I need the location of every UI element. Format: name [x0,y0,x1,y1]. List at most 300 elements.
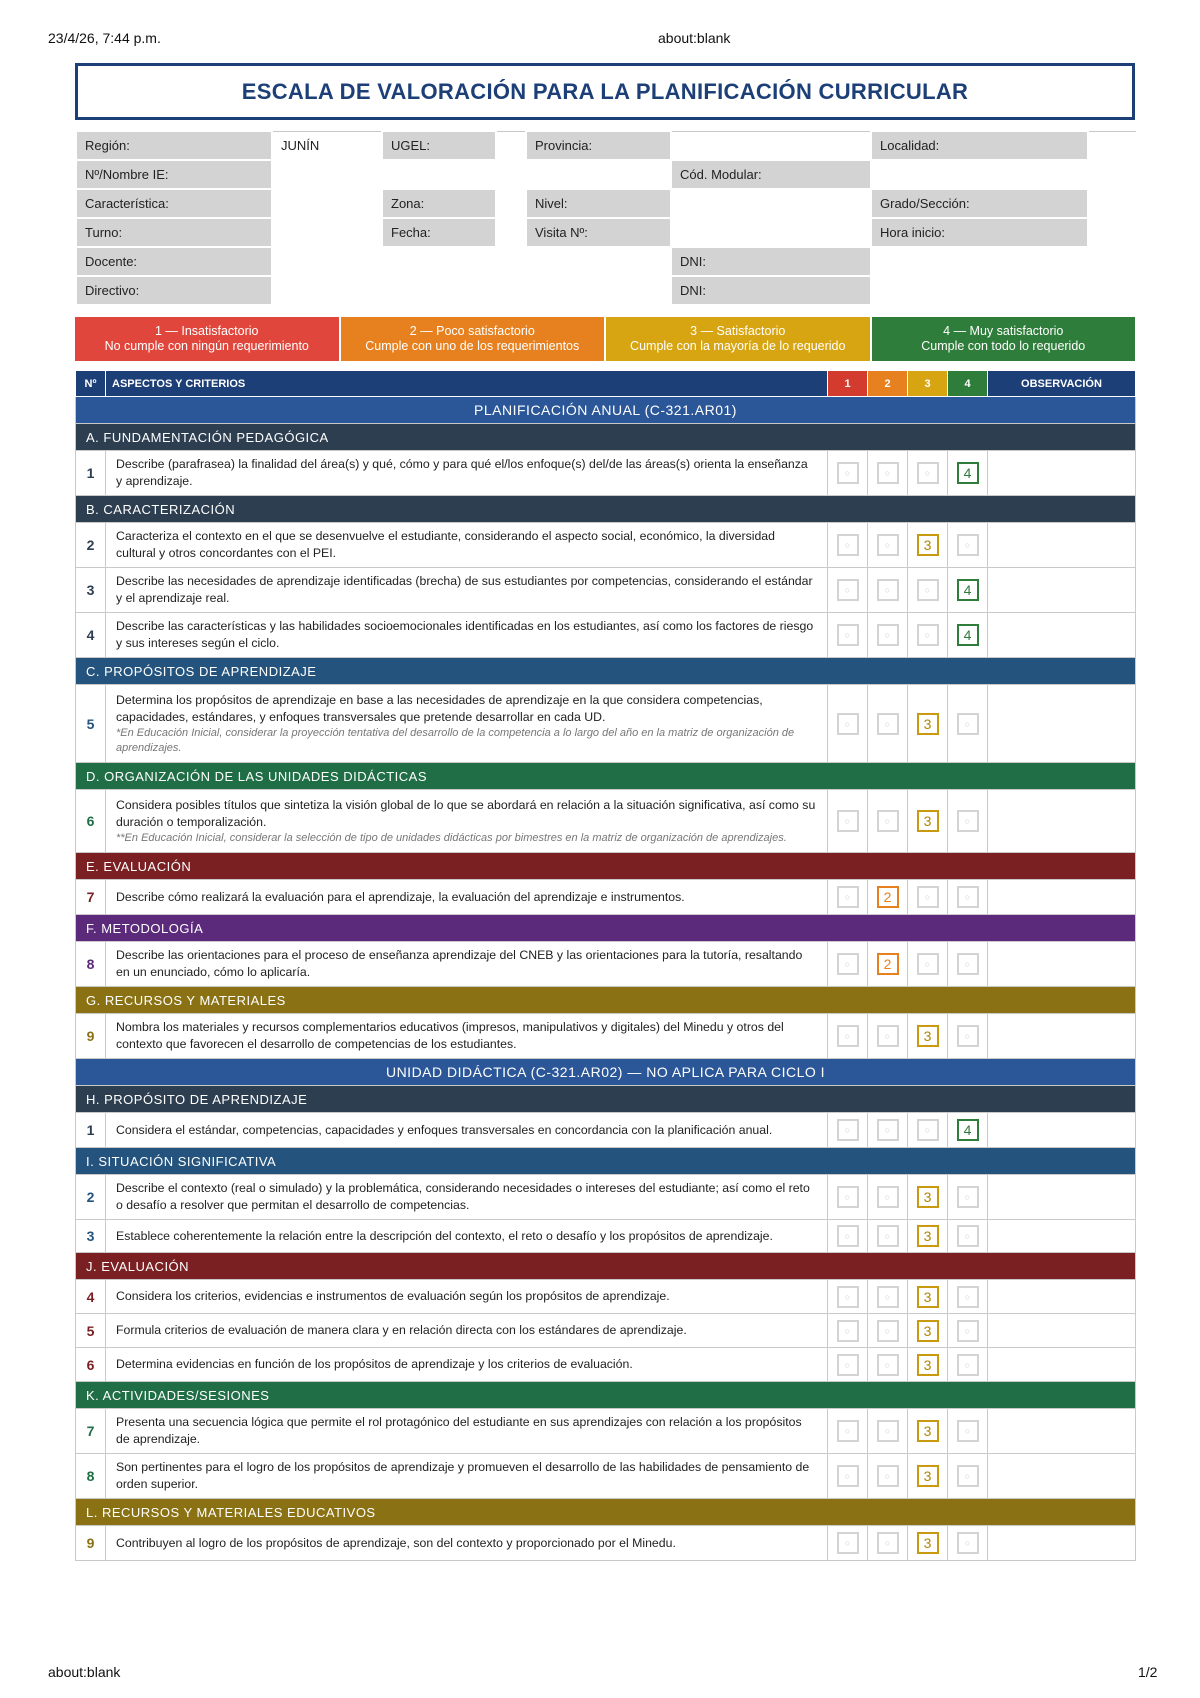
score-4-checkbox[interactable]: ○ [957,1286,979,1308]
turno-field[interactable] [272,218,382,247]
score-cell-1 [828,451,868,496]
score-2-checkbox[interactable]: ○ [877,1286,899,1308]
docente-label: Docente: [76,247,272,276]
nivel-field[interactable] [671,189,871,218]
criterion-text: Nombra los materiales y recursos complementarios educativos (impresos, manipulativos y digitales) del Minedu y otros del contexto que favorecen el desarrollo de competencias de los estudiantes. [116,1020,784,1051]
observation-cell[interactable] [988,1314,1136,1348]
criterion-note: *En Educación Inicial, considerar la proyección tentativa del desarrollo de la competencia a lo largo del año en la matriz de organización de aprendizajes. [116,726,795,754]
item-criterion [106,790,828,853]
score-cell-3 [908,451,948,496]
score-3-checkbox-selected[interactable]: 3 [917,1186,939,1208]
criterion-text: Contribuyen al logro de los propósitos de aprendizaje, son del contexto y proporcionado por el Minedu. [116,1535,676,1550]
score-3-checkbox[interactable]: ○ [917,579,939,601]
dni2-label: DNI: [671,276,871,305]
score-cell-4 [948,1454,988,1499]
score-4-checkbox[interactable]: ○ [957,1354,979,1376]
score-cell-3 [908,1454,948,1499]
grado-field[interactable] [1088,189,1136,218]
table-row [76,1314,1136,1348]
criterion-text: Describe las necesidades de aprendizaje identificadas (brecha) de sus estudiantes por competencias, considerando el estándar y el aprendizaje real. [116,574,813,605]
legend-1-title: 1 — Insatisfactorio [154,324,259,338]
score-cell-2 [868,1014,908,1059]
item-criterion [106,1409,828,1454]
item-number: 8 [76,1454,106,1499]
localidad-label: Localidad: [871,131,1088,160]
caracteristica-label: Característica: [76,189,272,218]
score-1-checkbox[interactable]: ○ [837,534,859,556]
criterion-text: Determina evidencias en función de los propósitos de aprendizaje y los criterios de evaluación. [116,1357,633,1371]
item-criterion [106,1314,828,1348]
observation-cell[interactable] [988,1175,1136,1220]
observation-cell[interactable] [988,1014,1136,1059]
criterion-text: Considera los criterios, evidencias e instrumentos de evaluación según los propósitos de aprendizaje. [116,1289,670,1303]
table-row [76,1014,1136,1059]
score-cell-1 [828,1314,868,1348]
score-4-checkbox[interactable]: ○ [957,886,979,908]
evaluation-sheet [75,63,1135,1561]
criterion-text: Determina los propósitos de aprendizaje en base a las necesidades de aprendizaje en la que considera competencias, capacidades, estándares, y enfoques transversales que pretende desarrollar en cada UD. [116,692,763,724]
legend-4-desc: Cumple con todo lo requerido [921,339,1086,353]
score-3-checkbox-selected[interactable]: 3 [917,1420,939,1442]
score-cell-1 [828,1014,868,1059]
legend-1 [75,317,339,361]
item-criterion [106,523,828,568]
print-page-number: 1/2 [1138,1664,1158,1680]
score-cell-1 [828,523,868,568]
score-cell-2 [868,1220,908,1253]
score-cell-3 [908,1314,948,1348]
score-cell-3 [908,880,948,915]
observation-cell[interactable] [988,790,1136,853]
score-2-checkbox[interactable]: ○ [877,1465,899,1487]
provincia-label: Provincia: [526,131,671,160]
item-criterion [106,685,828,763]
score-cell-2 [868,1526,908,1561]
item-number: 2 [76,1175,106,1220]
ie-label: Nº/Nombre IE: [76,160,272,189]
score-4-checkbox[interactable]: ○ [957,534,979,556]
score-cell-4 [948,1280,988,1314]
score-3-checkbox-selected[interactable]: 3 [917,1532,939,1554]
score-cell-3 [908,613,948,658]
ie-field[interactable] [272,160,671,189]
score-2-checkbox[interactable]: ○ [877,462,899,484]
score-1-checkbox[interactable]: ○ [837,1420,859,1442]
ugel-label: UGEL: [382,131,496,160]
item-number: 3 [76,568,106,613]
score-cell-2 [868,1314,908,1348]
score-cell-1 [828,880,868,915]
visita-field[interactable] [671,218,871,247]
score-cell-4 [948,942,988,987]
score-4-checkbox[interactable]: ○ [957,1465,979,1487]
table-row [76,1113,1136,1148]
observation-cell[interactable] [988,1220,1136,1253]
score-cell-2 [868,613,908,658]
item-number: 6 [76,790,106,853]
score-cell-1 [828,1220,868,1253]
section-d: D. ORGANIZACIÓN DE LAS UNIDADES DIDÁCTICAS [76,763,1136,790]
fecha-label: Fecha: [382,218,496,247]
score-4-checkbox[interactable]: ○ [957,1225,979,1247]
score-cell-4 [948,685,988,763]
score-cell-1 [828,1526,868,1561]
item-criterion [106,1348,828,1382]
score-4-checkbox[interactable]: ○ [957,1186,979,1208]
codmod-label: Cód. Modular: [671,160,871,189]
score-4-checkbox[interactable]: ○ [957,1025,979,1047]
score-1-checkbox[interactable]: ○ [837,953,859,975]
score-1-checkbox[interactable]: ○ [837,579,859,601]
item-criterion [106,1454,828,1499]
score-4-checkbox-selected[interactable]: 4 [957,462,979,484]
score-3-checkbox[interactable]: ○ [917,1119,939,1141]
item-number: 3 [76,1220,106,1253]
item-number: 9 [76,1014,106,1059]
score-4-checkbox-selected[interactable]: 4 [957,579,979,601]
criterion-text: Describe las características y las habilidades socioemocionales identificadas en los estudiantes, así como los factores de riesgo y sus intereses según el ciclo. [116,619,814,650]
score-4-checkbox[interactable]: ○ [957,953,979,975]
score-2-checkbox[interactable]: ○ [877,624,899,646]
score-cell-2 [868,1454,908,1499]
score-cell-3 [908,942,948,987]
observation-cell[interactable] [988,685,1136,763]
item-criterion [106,1014,828,1059]
score-3-checkbox-selected[interactable]: 3 [917,810,939,832]
criteria-table [75,370,1136,1561]
dni-field[interactable] [871,247,1136,276]
directivo-field[interactable] [272,276,671,305]
score-cell-1 [828,1280,868,1314]
score-cell-3 [908,1014,948,1059]
score-2-checkbox[interactable]: ○ [877,713,899,735]
score-3-checkbox-selected[interactable]: 3 [917,1320,939,1342]
col-aspect: ASPECTOS Y CRITERIOS [106,371,828,397]
score-cell-1 [828,685,868,763]
score-cell-2 [868,790,908,853]
score-cell-3 [908,1409,948,1454]
observation-cell[interactable] [988,613,1136,658]
score-1-checkbox[interactable]: ○ [837,1320,859,1342]
score-cell-2 [868,451,908,496]
col-score-2: 2 [868,371,908,397]
section-g: G. RECURSOS Y MATERIALES [76,987,1136,1014]
print-footer-url: about:blank [48,1664,121,1680]
score-cell-2 [868,1409,908,1454]
score-cell-3 [908,1175,948,1220]
hora-label: Hora inicio: [871,218,1088,247]
score-2-checkbox[interactable]: ○ [877,1025,899,1047]
score-cell-3 [908,790,948,853]
codmod-field[interactable] [871,160,1136,189]
score-cell-4 [948,523,988,568]
item-criterion [106,613,828,658]
item-number: 4 [76,1280,106,1314]
score-1-checkbox[interactable]: ○ [837,886,859,908]
section-c: C. PROPÓSITOS DE APRENDIZAJE [76,658,1136,685]
score-3-checkbox[interactable]: ○ [917,953,939,975]
score-1-checkbox[interactable]: ○ [837,1119,859,1141]
observation-cell[interactable] [988,568,1136,613]
score-cell-4 [948,613,988,658]
score-cell-4 [948,880,988,915]
score-3-checkbox-selected[interactable]: 3 [917,1286,939,1308]
legend-4-title: 4 — Muy satisfactorio [943,324,1064,338]
criterion-text: Describe cómo realizará la evaluación para el aprendizaje, la evaluación del aprendizaje e instrumentos. [116,889,685,904]
score-cell-1 [828,1175,868,1220]
score-4-checkbox[interactable]: ○ [957,1532,979,1554]
col-score-1: 1 [828,371,868,397]
score-cell-1 [828,790,868,853]
score-3-checkbox-selected[interactable]: 3 [917,1025,939,1047]
score-cell-4 [948,1014,988,1059]
score-cell-1 [828,1454,868,1499]
directivo-label: Directivo: [76,276,272,305]
score-cell-1 [828,568,868,613]
zona-field[interactable] [496,189,526,218]
table-row [76,613,1136,658]
score-2-checkbox[interactable]: ○ [877,534,899,556]
section-e: E. EVALUACIÓN [76,853,1136,880]
criterion-text: Establece coherentemente la relación entre la descripción del contexto, el reto o desafío y los propósitos de aprendizaje. [116,1228,773,1243]
score-2-checkbox[interactable]: ○ [877,1119,899,1141]
score-1-checkbox[interactable]: ○ [837,1186,859,1208]
legend-4 [872,317,1136,361]
item-number: 1 [76,1113,106,1148]
section-a: A. FUNDAMENTACIÓN PEDAGÓGICA [76,424,1136,451]
score-cell-1 [828,1348,868,1382]
info-table [75,130,1137,306]
table-row [76,1454,1136,1499]
item-criterion [106,880,828,915]
legend-2-title: 2 — Poco satisfactorio [409,324,535,338]
item-number: 5 [76,685,106,763]
table-row [76,451,1136,496]
score-cell-4 [948,1113,988,1148]
criterion-note: **En Educación Inicial, considerar la selección de tipo de unidades didácticas por bimestres en la matriz de organización de aprendizajes. [116,831,787,844]
score-3-checkbox-selected[interactable]: 3 [917,1354,939,1376]
score-1-checkbox[interactable]: ○ [837,1532,859,1554]
score-2-checkbox[interactable]: ○ [877,1532,899,1554]
score-cell-4 [948,1348,988,1382]
table-row [76,685,1136,763]
score-cell-2 [868,1175,908,1220]
score-2-checkbox[interactable]: ○ [877,1225,899,1247]
criterion-text: Describe las orientaciones para el proceso de enseñanza aprendizaje del CNEB y las orientaciones para la tutoría, resaltando en un enunciado, cómo lo aplicaría. [116,948,803,979]
legend-3-desc: Cumple con la mayoría de lo requerido [630,339,846,353]
item-number: 1 [76,451,106,496]
score-4-checkbox[interactable]: ○ [957,1320,979,1342]
score-1-checkbox[interactable]: ○ [837,1225,859,1247]
score-1-checkbox[interactable]: ○ [837,462,859,484]
docente-field[interactable] [272,247,671,276]
score-2-checkbox-selected[interactable]: 2 [877,886,899,908]
score-cell-1 [828,942,868,987]
score-cell-4 [948,568,988,613]
score-3-checkbox-selected[interactable]: 3 [917,1225,939,1247]
table-row [76,1280,1136,1314]
score-cell-2 [868,880,908,915]
score-cell-3 [908,1526,948,1561]
dni2-field[interactable] [871,276,1136,305]
score-cell-1 [828,1409,868,1454]
score-2-checkbox[interactable]: ○ [877,1320,899,1342]
observation-cell[interactable] [988,942,1136,987]
ugel-field[interactable] [496,131,526,160]
item-criterion [106,1113,828,1148]
score-cell-2 [868,942,908,987]
table-row [76,880,1136,915]
item-criterion [106,1220,828,1253]
legend-3 [606,317,870,361]
region-label: Región: [76,131,272,160]
section-k: K. ACTIVIDADES/SESIONES [76,1382,1136,1409]
score-1-checkbox[interactable]: ○ [837,624,859,646]
score-cell-3 [908,568,948,613]
score-cell-2 [868,568,908,613]
criterion-text: Formula criterios de evaluación de manera clara y en relación directa con los estándares de aprendizaje. [116,1323,687,1337]
score-1-checkbox[interactable]: ○ [837,1025,859,1047]
turno-label: Turno: [76,218,272,247]
document-title: ESCALA DE VALORACIÓN PARA LA PLANIFICACIÓN CURRICULAR [75,63,1135,120]
table-row [76,1348,1136,1382]
table-header [76,371,1136,397]
section-f: F. METODOLOGÍA [76,915,1136,942]
score-4-checkbox[interactable]: ○ [957,810,979,832]
col-score-3: 3 [908,371,948,397]
section-b: B. CARACTERIZACIÓN [76,496,1136,523]
score-cell-1 [828,613,868,658]
score-cell-2 [868,1348,908,1382]
provincia-field[interactable] [671,131,871,160]
observation-cell[interactable] [988,523,1136,568]
item-number: 8 [76,942,106,987]
item-criterion [106,568,828,613]
score-1-checkbox[interactable]: ○ [837,1286,859,1308]
score-2-checkbox[interactable]: ○ [877,1420,899,1442]
fecha-field[interactable] [496,218,526,247]
score-4-checkbox-selected[interactable]: 4 [957,1119,979,1141]
criterion-text: Caracteriza el contexto en el que se desenvuelve el estudiante, considerando el aspecto social, económico, la diversidad cultural y otros concordantes con el PEI. [116,529,775,560]
item-criterion [106,451,828,496]
item-criterion [106,1526,828,1561]
localidad-field[interactable] [1088,131,1136,160]
observation-cell[interactable] [988,1454,1136,1499]
print-page-title: about:blank [658,30,731,46]
score-2-checkbox[interactable]: ○ [877,810,899,832]
score-cell-2 [868,1280,908,1314]
observation-cell[interactable] [988,1526,1136,1561]
observation-cell[interactable] [988,880,1136,915]
score-cell-3 [908,1348,948,1382]
hora-field[interactable] [1088,218,1136,247]
score-cell-4 [948,1175,988,1220]
score-cell-3 [908,523,948,568]
score-cell-4 [948,451,988,496]
section-l: L. RECURSOS Y MATERIALES EDUCATIVOS [76,1499,1136,1526]
item-number: 7 [76,1409,106,1454]
score-2-checkbox[interactable]: ○ [877,579,899,601]
score-2-checkbox[interactable]: ○ [877,1186,899,1208]
table-row [76,942,1136,987]
legend-3-title: 3 — Satisfactorio [690,324,786,338]
score-cell-4 [948,1314,988,1348]
item-number: 9 [76,1526,106,1561]
score-2-checkbox[interactable]: ○ [877,1354,899,1376]
score-cell-4 [948,1220,988,1253]
score-3-checkbox[interactable]: ○ [917,624,939,646]
score-4-checkbox[interactable]: ○ [957,1420,979,1442]
score-4-checkbox[interactable]: ○ [957,713,979,735]
item-number: 2 [76,523,106,568]
section-h: H. PROPÓSITO DE APRENDIZAJE [76,1086,1136,1113]
dni-label: DNI: [671,247,871,276]
item-criterion [106,1280,828,1314]
score-3-checkbox[interactable]: ○ [917,886,939,908]
visita-label: Visita Nº: [526,218,671,247]
score-4-checkbox-selected[interactable]: 4 [957,624,979,646]
band-planificacion-anual: PLANIFICACIÓN ANUAL (C-321.AR01) [76,397,1136,424]
score-cell-4 [948,1526,988,1561]
item-number: 4 [76,613,106,658]
score-cell-3 [908,1113,948,1148]
caracteristica-field[interactable] [272,189,382,218]
score-3-checkbox-selected[interactable]: 3 [917,713,939,735]
criterion-text: Presenta una secuencia lógica que permite el rol protagónico del estudiante en sus aprendizajes con relación a los propósitos de aprendizaje. [116,1415,802,1446]
print-datetime: 23/4/26, 7:44 p.m. [48,30,161,46]
observation-cell[interactable] [988,1409,1136,1454]
score-3-checkbox[interactable]: ○ [917,462,939,484]
criterion-text: Son pertinentes para el logro de los propósitos de aprendizaje y promueven el desarrollo de las habilidades de pensamiento de orden superior. [116,1460,810,1491]
score-2-checkbox-selected[interactable]: 2 [877,953,899,975]
score-1-checkbox[interactable]: ○ [837,713,859,735]
criterion-text: Considera el estándar, competencias, capacidades y enfoques transversales en concordancia con la planificación anual. [116,1122,773,1137]
criterion-text: Describe (parafrasea) la finalidad del área(s) y qué, cómo y para qué el/los enfoque(s) del/de las áreas(s) orienta la enseñanza y aprendizaje. [116,457,808,488]
legend-2 [341,317,605,361]
section-j: J. EVALUACIÓN [76,1253,1136,1280]
observation-cell[interactable] [988,1113,1136,1148]
score-1-checkbox[interactable]: ○ [837,1465,859,1487]
table-row [76,790,1136,853]
score-1-checkbox[interactable]: ○ [837,1354,859,1376]
table-row [76,568,1136,613]
score-3-checkbox-selected[interactable]: 3 [917,1465,939,1487]
criterion-text: Considera posibles títulos que sintetiza la visión global de lo que se abordará en relación a la situación significativa, así como su duración o temporalización. [116,797,816,829]
score-cell-4 [948,1409,988,1454]
score-cell-3 [908,1280,948,1314]
section-i: I. SITUACIÓN SIGNIFICATIVA [76,1148,1136,1175]
item-number: 7 [76,880,106,915]
item-number: 6 [76,1348,106,1382]
item-number: 5 [76,1314,106,1348]
observation-cell[interactable] [988,1280,1136,1314]
region-field[interactable]: JUNÍN [272,131,382,160]
score-1-checkbox[interactable]: ○ [837,810,859,832]
item-criterion [106,1175,828,1220]
score-cell-1 [828,1113,868,1148]
item-criterion [106,942,828,987]
table-row [76,523,1136,568]
observation-cell[interactable] [988,1348,1136,1382]
observation-cell[interactable] [988,451,1136,496]
score-3-checkbox-selected[interactable]: 3 [917,534,939,556]
col-num: Nº [76,371,106,397]
criterion-text: Describe el contexto (real o simulado) y la problemática, considerando necesidades o intereses del estudiante; así como el reto o desafío a resolver que permitan el desarrollo de competencias. [116,1181,810,1212]
score-cell-3 [908,1220,948,1253]
legend-1-desc: No cumple con ningún requerimiento [104,339,309,353]
table-row [76,1409,1136,1454]
score-cell-4 [948,790,988,853]
